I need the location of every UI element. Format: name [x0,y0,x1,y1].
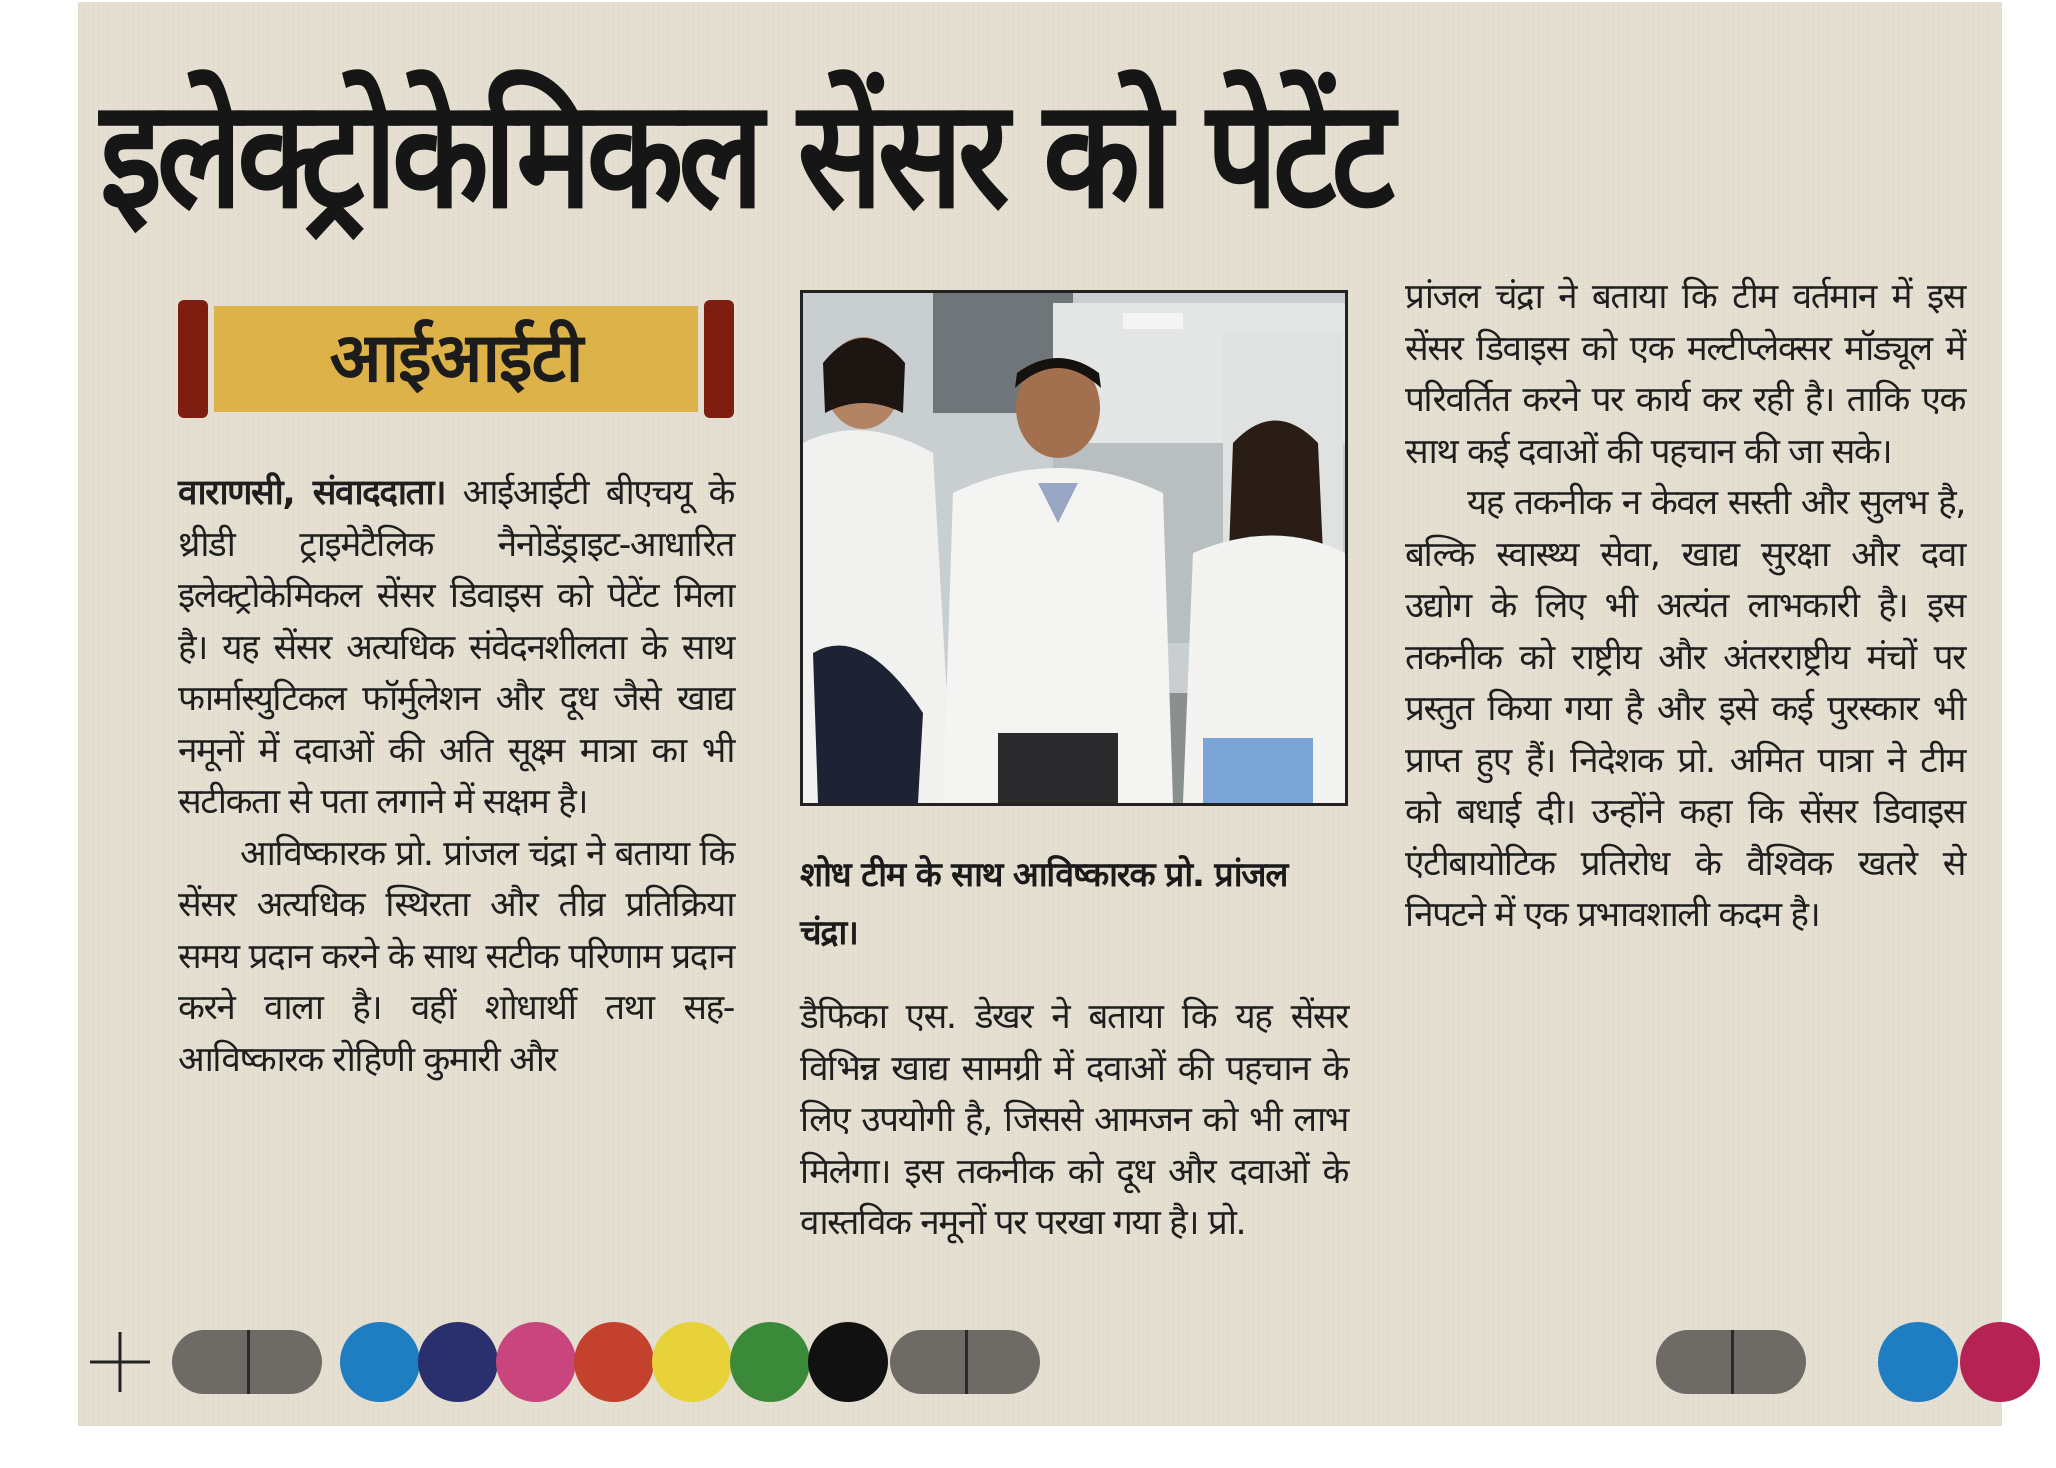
gray-registration-mark [890,1330,1040,1394]
gray-registration-mark [1656,1330,1806,1394]
dateline: वाराणसी, संवाददाता। [178,473,446,513]
team-photo-image [803,293,1345,803]
section-tag [178,300,734,418]
paragraph: प्रांजल चंद्रा ने बताया कि टीम वर्तमान में इस सेंसर डिवाइस को एक मल्टीप्लेक्सर मॉड्यूल में परिवर्तित करने पर कार्य कर रही है। ताकि एक साथ कई दवाओं की पहचान की जा सके। [1405,277,1965,472]
team-photo [800,290,1348,806]
paragraph [178,468,734,829]
headline: इलेक्ट्रोकेमिकल सेंसर को पेटेंट [100,68,1390,242]
article-column-1 [178,468,734,1086]
tag-cap-left [178,300,208,418]
black-registration-dot [808,1322,888,1402]
article-column-2 [800,992,1348,1250]
tag-band [214,306,698,412]
crosshair-icon [90,1332,150,1392]
gray-registration-mark [172,1330,322,1394]
tag-cap-right [704,300,734,418]
paragraph: आविष्कारक प्रो. प्रांजल चंद्रा ने बताया कि सेंसर अत्यधिक स्थिरता और तीव्र प्रतिक्रिया समय प्रदान करने के साथ सटीक परिणाम प्रदान करने वाला है। वहीं शोधार्थी तथा सह-आविष्कारक रोहिणी कुमारी और [178,833,734,1080]
cyan-registration-dot [340,1322,420,1402]
paragraph: डैफिका एस. डेखर ने बताया कि यह सेंसर विभिन्न खाद्य सामग्री में दवाओं की पहचान के लिए उपयोगी है, जिससे आमजन को भी लाभ मिलेगा। इस तकनीक को दूध और दवाओं के वास्तविक नमूनों पर परखा गया है। प्रो. [800,997,1348,1243]
navy-registration-dot [418,1322,498,1402]
magenta-registration-dot [496,1322,576,1402]
article-column-3 [1405,272,1965,942]
yellow-registration-dot [652,1322,732,1402]
paragraph-text: आईआईटी बीएचयू के थ्रीडी ट्राइमेटैलिक नैनोडेंड्राइट-आधारित इलेक्ट्रोकेमिकल सेंसर डिवाइस को पेटेंट मिला है। यह सेंसर अत्यधिक संवेदनशीलता के साथ फार्मास्युटिकल फॉर्मुलेशन और दूध जैसे खाद्य नमूनों में दवाओं की अति सूक्ष्म मात्रा का भी सटीकता से पता लगाने में सक्षम है। [178,473,734,822]
print-registration-bar [78,1322,2002,1402]
magenta-registration-dot [1960,1322,2040,1402]
section-tag-label: आईआईटी [329,319,583,398]
cyan-registration-dot [1878,1322,1958,1402]
paragraph: यह तकनीक न केवल सस्ती और सुलभ है, बल्कि स्वास्थ्य सेवा, खाद्य सुरक्षा और दवा उद्योग के लिए भी अत्यंत लाभकारी है। इस तकनीक को राष्ट्रीय और अंतरराष्ट्रीय मंचों पर प्रस्तुत किया गया है और इसे कई पुरस्कार भी प्राप्त हुए हैं। निदेशक प्रो. अमित पात्रा ने टीम को बधाई दी। उन्होंने कहा कि सेंसर डिवाइस एंटीबायोटिक प्रतिरोध के वैश्विक खतरे से निपटने में एक प्रभावशाली कदम है। [1405,483,1965,935]
green-registration-dot [730,1322,810,1402]
photo-caption: शोध टीम के साथ आविष्कारक प्रो. प्रांजल चंद्रा। [800,855,1288,953]
red-registration-dot [574,1322,654,1402]
